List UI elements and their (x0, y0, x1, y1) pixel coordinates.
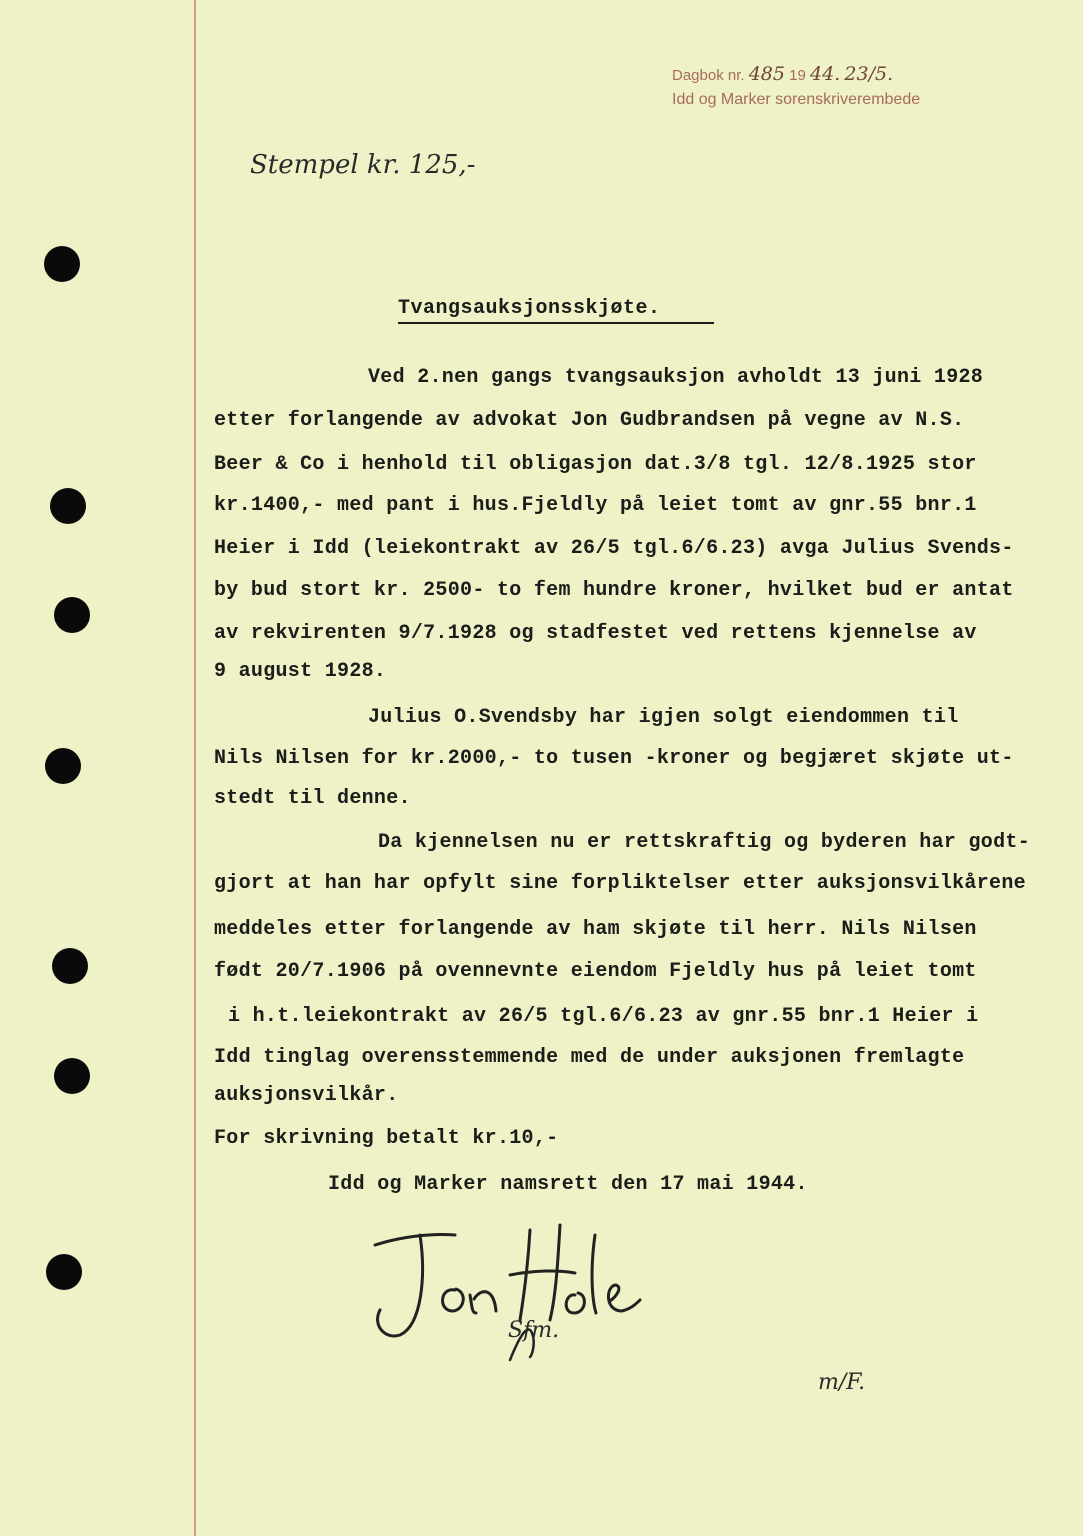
body-line: Julius O.Svendsby har igjen solgt eiendommen til (368, 706, 959, 729)
body-line: meddeles etter forlangende av ham skjøte til herr. Nils Nilsen (214, 918, 977, 941)
body-line: Idd og Marker namsrett den 17 mai 1944. (328, 1173, 808, 1196)
punch-hole (46, 1254, 82, 1290)
signature-title: Sfm. (508, 1318, 560, 1343)
body-line: av rekvirenten 9/7.1928 og stadfestet ved rettens kjennelse av (214, 622, 977, 645)
body-line: i h.t.leiekontrakt av 26/5 tgl.6/6.23 av gnr.55 bnr.1 Heier i (228, 1005, 979, 1028)
dagbok-stamp (672, 64, 893, 86)
body-line: Da kjennelsen nu er rettskraftig og byderen har godt- (378, 831, 1031, 854)
body-line: Beer & Co i henhold til obligasjon dat.3/8 tgl. 12/8.1925 stor (214, 453, 977, 476)
body-line: født 20/7.1906 på ovennevnte eiendom Fjeldly hus på leiet tomt (214, 960, 977, 983)
title-underline (398, 322, 714, 324)
dagbok-year: 44. (810, 63, 841, 85)
stempel-note: Stempel kr. 125,- (250, 150, 476, 180)
punch-hole (52, 948, 88, 984)
punch-hole (54, 1058, 90, 1094)
punch-hole (45, 748, 81, 784)
body-line: gjort at han har opfylt sine forpliktelser etter auksjonsvilkårene (214, 872, 1026, 895)
dagbok-label: Dagbok nr. (672, 67, 745, 84)
body-line: kr.1400,- med pant i hus.Fjeldly på leiet tomt av gnr.55 bnr.1 (214, 494, 977, 517)
body-line: Idd tinglag overensstemmende med de under auksjonen fremlagte (214, 1046, 965, 1069)
dagbok-date: 23/5. (844, 63, 894, 85)
body-line: For skrivning betalt kr.10,- (214, 1127, 559, 1150)
punch-hole (54, 597, 90, 633)
punch-hole (44, 246, 80, 282)
signature (360, 1215, 650, 1365)
body-line: stedt til denne. (214, 787, 411, 810)
document-title: Tvangsauksjonsskjøte. (398, 297, 661, 320)
body-line: 9 august 1928. (214, 660, 387, 683)
body-line: Ved 2.nen gangs tvangsauksjon avholdt 13 juni 1928 (368, 366, 984, 389)
dagbok-year-prefix: 19 (789, 67, 806, 84)
punch-hole (50, 488, 86, 524)
body-line: auksjonsvilkår. (214, 1084, 399, 1107)
office-stamp: Idd og Marker sorenskriverembede (672, 91, 921, 108)
body-line: by bud stort kr. 2500- to fem hundre kroner, hvilket bud er antat (214, 579, 1014, 602)
body-line: Nils Nilsen for kr.2000,- to tusen -kroner og begjæret skjøte ut- (214, 747, 1014, 770)
dagbok-number: 485 (748, 63, 785, 85)
initials-note: m/F. (818, 1370, 866, 1395)
body-line: etter forlangende av advokat Jon Gudbrandsen på vegne av N.S. (214, 409, 965, 432)
body-line: Heier i Idd (leiekontrakt av 26/5 tgl.6/6.23) avga Julius Svends- (214, 537, 1014, 560)
margin-rule (194, 0, 196, 1536)
